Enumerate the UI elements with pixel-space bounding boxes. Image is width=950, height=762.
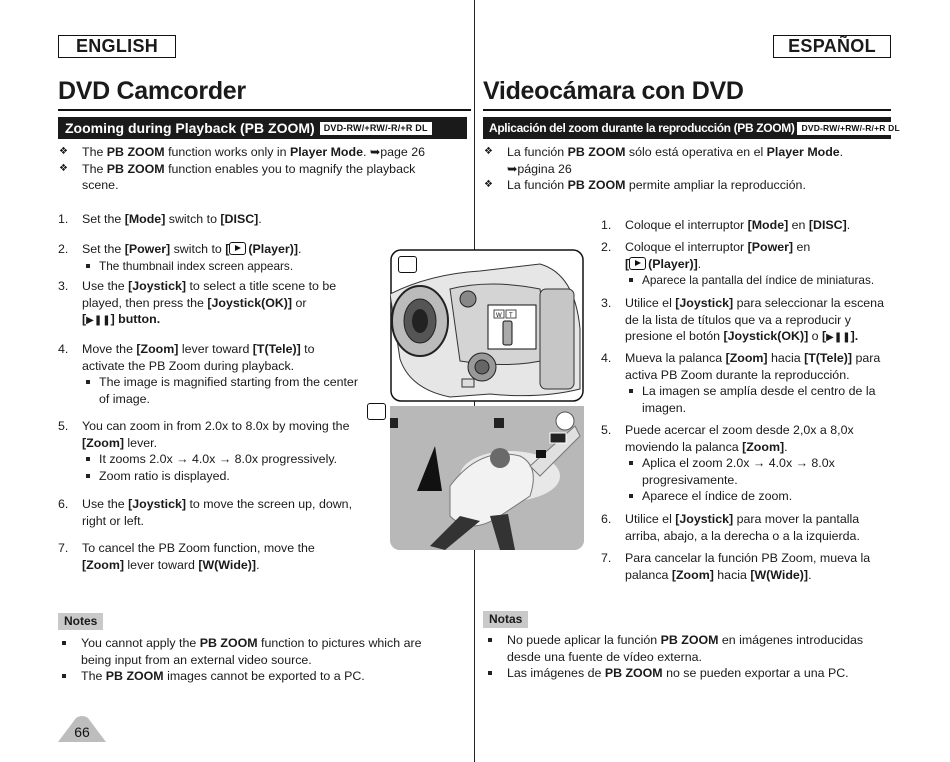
play-pause-icon: ▶❚❚ [826,332,851,343]
player-mode-icon [629,257,646,270]
section-heading-en-text: Zooming during Playback (PB ZOOM) [65,119,315,136]
notes-en [58,635,448,685]
list-item: Aplica el zoom 2.0x → 4.0x → 8.0x progresivamente. [625,455,893,488]
step-6-es: 6. Utilice el [Joystick] para mover la pantalla arriba, abajo, a la derecha o a la izquierda. [601,512,860,543]
steps-es-2 [601,239,893,288]
play-pause-icon: ▶❚❚ [86,315,111,326]
english-label: ENGLISH [58,35,176,58]
step-1-es: 1. Coloque el interruptor [Mode] en [DISC]. [601,218,851,232]
step-5-en: 5. You can zoom in from 2.0x to 8.0x by moving the [Zoom] lever. It zooms 2.0x → 4.0x → 8.0x progressively. Zoom ratio is displayed. [58,418,358,484]
player-mode-icon [229,242,246,255]
zoom-tele-label: T [509,313,513,319]
steps-en-6 [58,496,358,529]
title-rule-es [483,109,891,111]
steps-en-7 [58,540,358,573]
steps-en-5 [58,418,358,484]
step-3-en: 3. Use the [Joystick] to select a title scene to be played, then press the [Joystick(OK)] or [▶❚❚] button. [58,279,337,326]
list-item: ❖ The PB ZOOM function enables you to magnify the playback scene. [59,161,454,194]
list-item: You cannot apply the PB ZOOM function to pictures which are being input from an external video source. [58,635,448,668]
soccer-playback-photo [390,406,584,550]
step-6-en: 6. Use the [Joystick] to move the screen up, down, right or left. [58,497,353,528]
page-number: 66 [74,724,90,740]
step-3-es: 3. Utilice el [Joystick] para seleccionar la escena de la lista de títulos que va a reproducir y presione el botón [Joystick(OK)] o [▶❚❚]. [601,296,884,343]
intro-bullets-es [484,144,884,194]
steps-en-3 [58,278,358,330]
steps-es-6 [601,511,893,544]
title-rule-en [58,109,471,111]
page-title-es: Videocámara con DVD [483,77,744,105]
list-item: ❖ La función PB ZOOM permite ampliar la reproducción. [484,177,884,194]
steps-en-2 [58,241,358,274]
steps-es-4 [601,350,893,416]
steps-en-4 [58,341,358,407]
disc-type-badge-en: DVD-RW/+RW/-R/+R DL [320,122,432,135]
list-item: The image is magnified starting from the center of image. [82,374,358,407]
step-2-es: 2. Coloque el interruptor [Power] en [ (Player)]. Aparece la pantalla del índice de miniaturas. [601,239,893,288]
steps-es-5 [601,422,893,505]
step-4-es: 4. Mueva la palanca [Zoom] hacia [T(Tele)] para activa PB Zoom durante la reproducción. La imagen se amplía desde el centro de la imagen. [601,350,893,416]
list-item: It zooms 2.0x → 4.0x → 8.0x progressively. [82,451,358,468]
notes-label-es: Notas [483,611,528,628]
page-title-en: DVD Camcorder [58,77,246,105]
steps-en [58,211,358,228]
figure-label-box [398,256,417,273]
notes-label-en: Notes [58,613,103,630]
intro-bullets-en [59,144,454,194]
list-item: The PB ZOOM images cannot be exported to a PC. [58,668,448,685]
step-1-en: 1. Set the [Mode] switch to [DISC]. [58,212,262,226]
list-item: Aparece el índice de zoom. [625,488,893,505]
steps-es [601,217,893,234]
step-5-es: 5. Puede acercar el zoom desde 2,0x a 8,0x moviendo la palanca [Zoom]. Aplica el zoom 2.0x → 4.0x → 8.0x progresivamente. Aparece el índice de zoom. [601,422,893,505]
steps-es-7 [601,550,893,583]
list-item: La imagen se amplía desde el centro de la imagen. [625,383,893,416]
spanish-label: ESPAÑOL [773,35,891,58]
list-item: Las imágenes de PB ZOOM no se pueden exportar a una PC. [484,665,884,682]
notes-es [484,632,884,682]
disc-type-badge-es: DVD-RW/+RW/-R/+R DL [797,122,903,135]
step-7-en: 7. To cancel the PB Zoom function, move the [Zoom] lever toward [W(Wide)]. [58,541,315,572]
steps-es-3 [601,295,893,347]
section-heading-es-text: Aplicación del zoom durante la reproducción (PB ZOOM) [489,120,795,135]
list-item: No puede aplicar la función PB ZOOM en imágenes introducidas desde una fuente de vídeo externa. [484,632,884,665]
playback-zoom-figure [367,403,584,550]
section-heading-en [58,117,467,139]
step-4-en: 4. Move the [Zoom] lever toward [T(Tele)] to activate the PB Zoom during playback. The image is magnified starting from the center of image. [58,342,358,406]
zoom-wide-label: W [496,313,502,319]
list-item: ❖ La función PB ZOOM sólo está operativa en el Player Mode. ➥página 26 [484,144,884,177]
page-number-badge [58,716,106,742]
section-heading-es [483,117,900,139]
list-item: Aparece la pantalla del índice de miniaturas. [625,272,893,288]
step-7-es: 7. Para cancelar la función PB Zoom, mueva la palanca [Zoom] hacia [W(Wide)]. [601,551,871,582]
list-item: The thumbnail index screen appears. [82,258,358,274]
step-2-en: 2. Set the [Power] switch to [ (Player)]. The thumbnail index screen appears. [58,241,358,274]
list-item: Zoom ratio is displayed. [82,468,358,485]
list-item: ❖ The PB ZOOM function works only in Player Mode. ➥page 26 [59,144,454,161]
camcorder-illustration [390,249,584,402]
figure-label-box [367,403,386,420]
